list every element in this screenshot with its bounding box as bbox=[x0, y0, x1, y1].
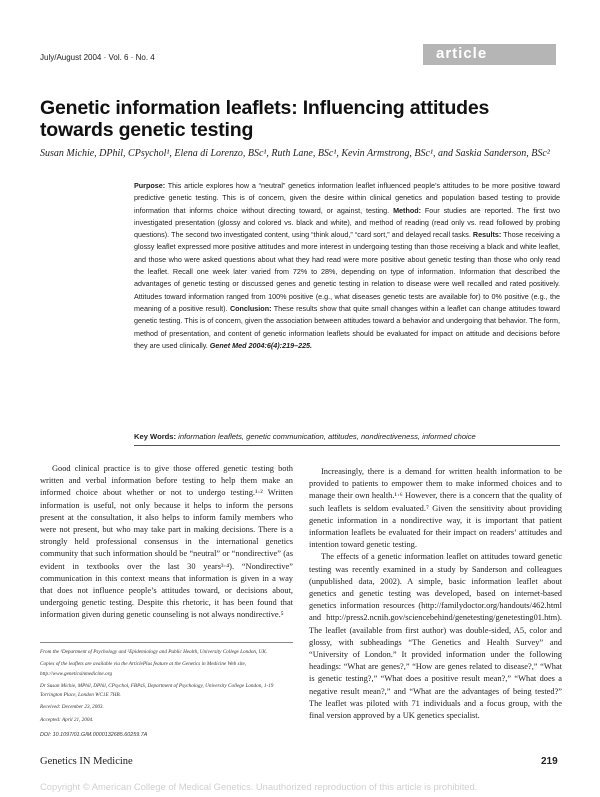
results-text: Those receiving a glossy leaflet expressed more positive attitudes and more interest in undergoing testing than those receiving a black and white leaflet, and those who were asked questions about what they had read were more positive about genetic testing than those who only read the leaflet. Recall one week later varied from 72% to 28%, depending on type of information. Information that described the advantages of genetic testing or discussed genes and genetic testing in relation to disease were well recalled and rated positively. Attitudes toward information ranged from 100% positive (e.g., what diseases genetic tests are available for) to 0% positive (e.g., the meaning of a positive result). bbox=[134, 230, 560, 313]
abstract bbox=[134, 180, 560, 352]
citation: Genet Med 2004:6(4):219–225. bbox=[209, 340, 313, 350]
purpose-label: Purpose: bbox=[134, 181, 166, 190]
footnote-received: Received: December 23, 2003. bbox=[40, 704, 104, 711]
body-paragraph: Good clinical practice is to give those offered genetic testing both written and verbal information before testing to help them make an informed choice about whether or not to undergo testing.¹·² Written information is useful, not only because it helps to inform the persons present at the consultation, it also helps to inform family members who were not present, but who may take part in making decisions. There is a strongly held professional consensus in the international genetics community that such information should be “neutral” or “nondirective” (as evident in textbooks over the last 30 years³·⁴). “Nondirective” communication in this context means that information is given in a way that does not influence people’s attitudes toward, or decisions about, undergoing genetic testing. Despite this rhetoric, it has been found that information given during genetic counseling is not always nondirective.⁵ bbox=[40, 464, 293, 620]
keywords-label: Key Words: bbox=[134, 432, 177, 441]
method-text: Four studies are reported. The first two investigated presentation (glossy and colored vs. black and white), and method of reading (read only vs. read followed by probing questions). The second two investigated content, using “think aloud,” “card sort,” and delayed recall tasks. bbox=[134, 205, 560, 240]
page-number: 219 bbox=[541, 756, 558, 767]
article-title: Genetic information leaflets: Influencing attitudes towards genetic testing bbox=[40, 97, 490, 141]
body-column-left bbox=[40, 463, 293, 622]
results-label: Results: bbox=[472, 230, 502, 240]
body-paragraph: Increasingly, there is a demand for written health information to be provided to patients to empower them to make informed choices and to manage their own health.¹·⁶ However, there is a concern that the quality of such leaflets is seldom evaluated.⁷ Given the sensitivity about providing genetic information in a nondirective way, it is important that patient information leaflets be evaluated for their impact on readers’ attitudes and intention toward genetic testing. bbox=[309, 467, 562, 550]
article-type-badge bbox=[423, 44, 556, 65]
copyright-notice: Copyright © American College of Medical Genetics. Unauthorized reproduction of this article is prohibited. bbox=[40, 781, 478, 792]
issue-info: July/August 2004 · Vol. 6 · No. 4 bbox=[40, 53, 155, 62]
keywords bbox=[134, 432, 560, 441]
article-type-label: article bbox=[436, 45, 488, 62]
footnote-copies: Copies of the leaflets are available via the ArticlePlus feature at the Genetics in Medicine Web site, http://www.geneticsinmedicine.org bbox=[40, 661, 247, 677]
purpose-text: This article explores how a “neutral” genetics information leaflet influenced people’s attitudes to be more positive toward predictive genetic testing. This is of concern, given the desire within clinical genetics and population based testing to provide information that informs choice without directing toward, or against, testing. bbox=[134, 181, 560, 215]
conclusion-text: These results show that quite small changes within a leaflet can change attitudes toward genetic testing. This is of concern, given the association between attitudes toward a behavior and undergoing that behavior. The form, method of presentation, and content of genetic information leaflets should be evaluated for impact on attitude and decisions before they are used clinically. bbox=[134, 303, 560, 350]
method-label: Method: bbox=[393, 205, 422, 215]
footnote-correspondence: Dr Susan Michie, MPhil, DPhil, CPsychol, FBPsS, Department of Psychology, University College London, 1-19 Torrington Place, London WC1E 7HB. bbox=[40, 682, 274, 699]
doi: DOI: 10.1097/01.GIM.0000132685.60259.7A bbox=[40, 732, 148, 738]
conclusion-label: Conclusion: bbox=[229, 303, 272, 313]
journal-name: Genetics IN Medicine bbox=[40, 756, 133, 767]
keywords-text: information leaflets, genetic communication, attitudes, nondirectiveness, informed choice bbox=[176, 432, 476, 441]
body-column-right bbox=[309, 466, 562, 722]
footnotes bbox=[40, 642, 293, 728]
footnote-accepted: Accepted: April 21, 2004. bbox=[40, 716, 94, 723]
abstract-divider bbox=[134, 445, 560, 446]
author-list: Susan Michie, DPhil, CPsychol¹, Elena di Lorenzo, BSc¹, Ruth Lane, BSc¹, Kevin Armstrong, BSc¹, and Saskia Sanderson, BSc² bbox=[40, 148, 550, 159]
body-paragraph: The effects of a genetic information leaflet on attitudes toward genetic testing was recently examined in a study by Sanderson and colleagues (unpublished data, 2002). A simple, basic information leaflet about genetics and genetic testing was developed, based on internet-based genetics information resources (http://familydoctor.org/handouts/462.html and http://press2.ncnih.gov/sciencebehind/genetesting/genetesting01.htm). The leaflet (available from first author) was double-sided, A5, color and glossy, with subheadings “The Genetics and Health Survey” and “University of London.” It provided information under the following headings: “What are genes?,” “How are genes related to disease?,” “What is genetic testing?,” “What does a positive result mean?,” “What does a negative result mean?,” and “What are the advantages of being tested?” The leaflet was piloted with 71 individuals and a focus group, with the final version approved by a UK genetics specialist. bbox=[309, 552, 562, 721]
footnote-affiliation: From the ¹Department of Psychology and ²Epidemiology and Public Health, University College London, UK. bbox=[40, 649, 268, 655]
